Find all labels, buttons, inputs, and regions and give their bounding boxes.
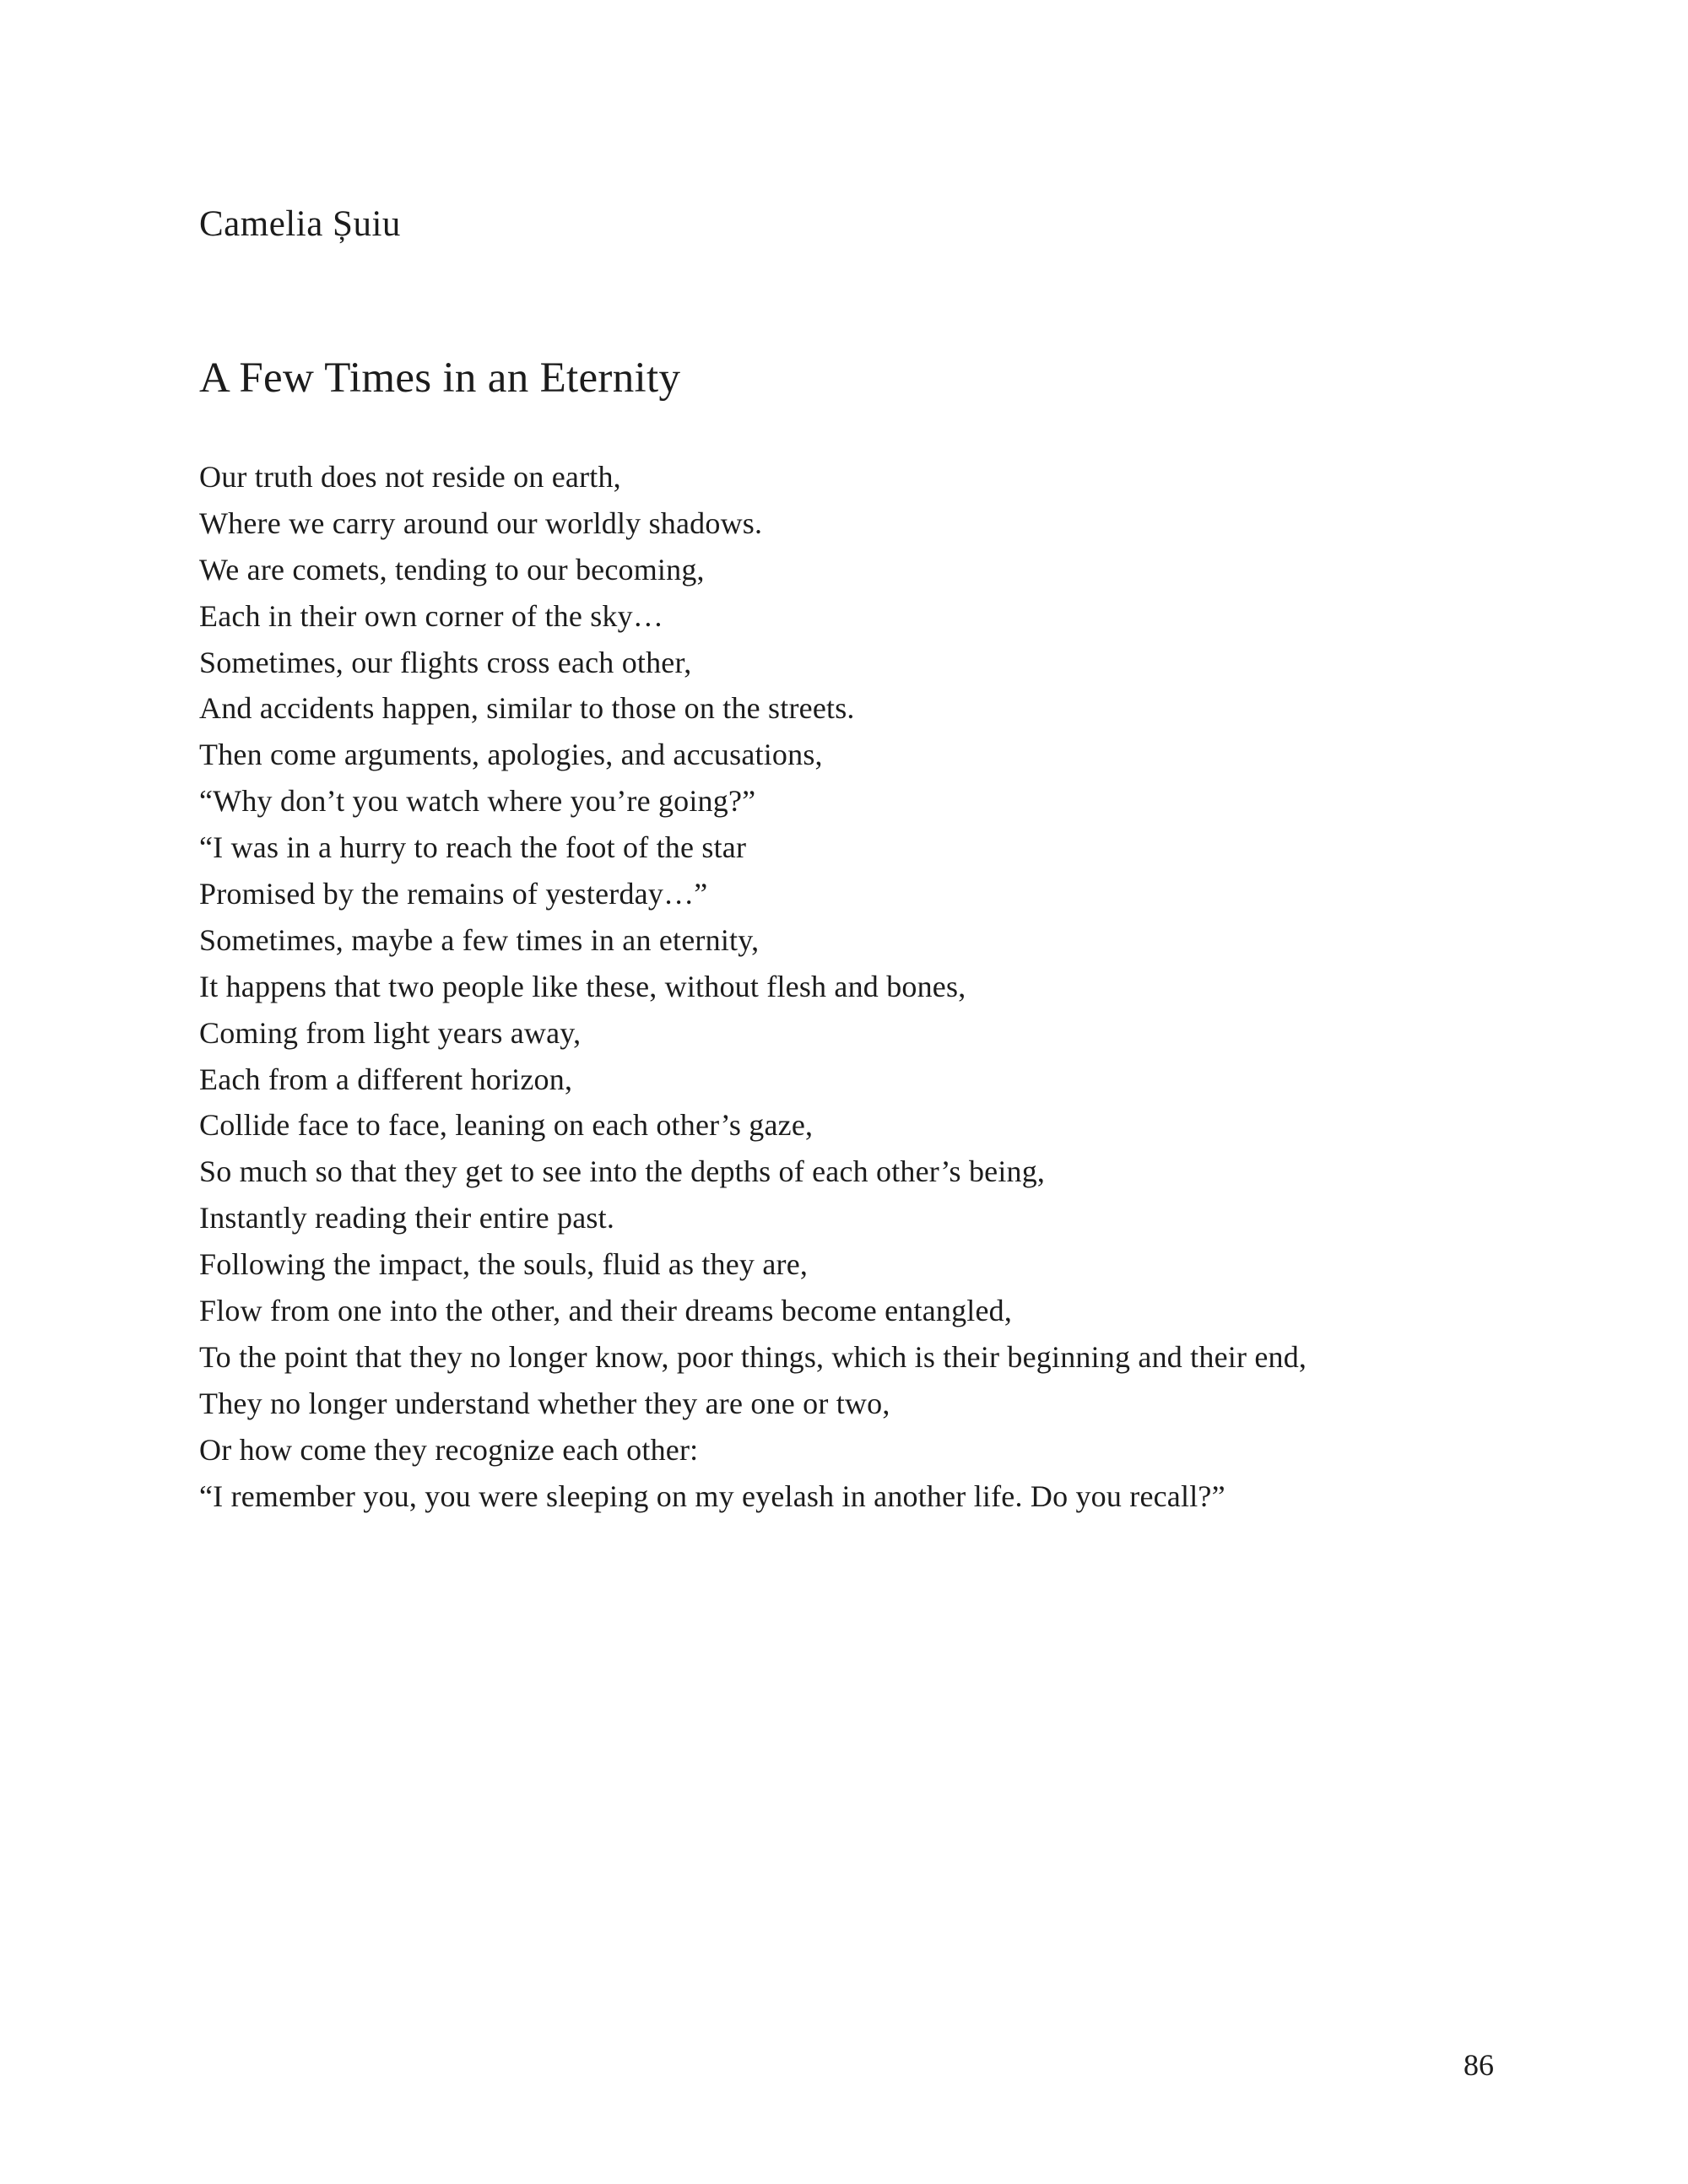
poem-line: We are comets, tending to our becoming, bbox=[199, 552, 705, 587]
author-name: Camelia Șuiu bbox=[199, 204, 401, 244]
poem-line: And accidents happen, similar to those on the streets. bbox=[199, 691, 855, 726]
poem-title: A Few Times in an Eternity bbox=[199, 354, 681, 402]
poem-line: Each in their own corner of the sky… bbox=[199, 598, 664, 633]
poem-line: So much so that they get to see into the depths of each other’s being, bbox=[199, 1154, 1046, 1189]
page-number: 86 bbox=[1463, 2048, 1494, 2082]
poem-line: Following the impact, the souls, fluid as they are, bbox=[199, 1247, 809, 1282]
poem-line: Where we carry around our worldly shadows. bbox=[199, 505, 763, 540]
poem-line: Promised by the remains of yesterday…” bbox=[199, 877, 708, 911]
poem-line: “Why don’t you watch where you’re going?” bbox=[199, 784, 756, 819]
poem-line: Then come arguments, apologies, and accusations, bbox=[199, 738, 823, 772]
poem-line: Each from a different horizon, bbox=[199, 1062, 573, 1096]
poem-line: To the point that they no longer know, poor things, which is their beginning and their end, bbox=[199, 1339, 1307, 1374]
poem-line: They no longer understand whether they are one or two, bbox=[199, 1386, 890, 1420]
poem-line: Instantly reading their entire past. bbox=[199, 1201, 615, 1235]
poem-line: Coming from light years away, bbox=[199, 1015, 582, 1050]
poem-line: Flow from one into the other, and their dreams become entangled, bbox=[199, 1294, 1013, 1328]
poem-line: Or how come they recognize each other: bbox=[199, 1432, 699, 1467]
poem-line: Collide face to face, leaning on each other’s gaze, bbox=[199, 1108, 814, 1143]
poem-line: “I remember you, you were sleeping on my eyelash in another life. Do you recall?” bbox=[199, 1479, 1225, 1513]
poem-line: Sometimes, maybe a few times in an eternity, bbox=[199, 922, 760, 957]
poem-line: Our truth does not reside on earth, bbox=[199, 460, 621, 494]
poem-body bbox=[199, 454, 1634, 1519]
poem-line: It happens that two people like these, without flesh and bones, bbox=[199, 969, 966, 1003]
poem-line: “I was in a hurry to reach the foot of the star bbox=[199, 830, 747, 865]
poem-line: Sometimes, our flights cross each other, bbox=[199, 645, 692, 679]
